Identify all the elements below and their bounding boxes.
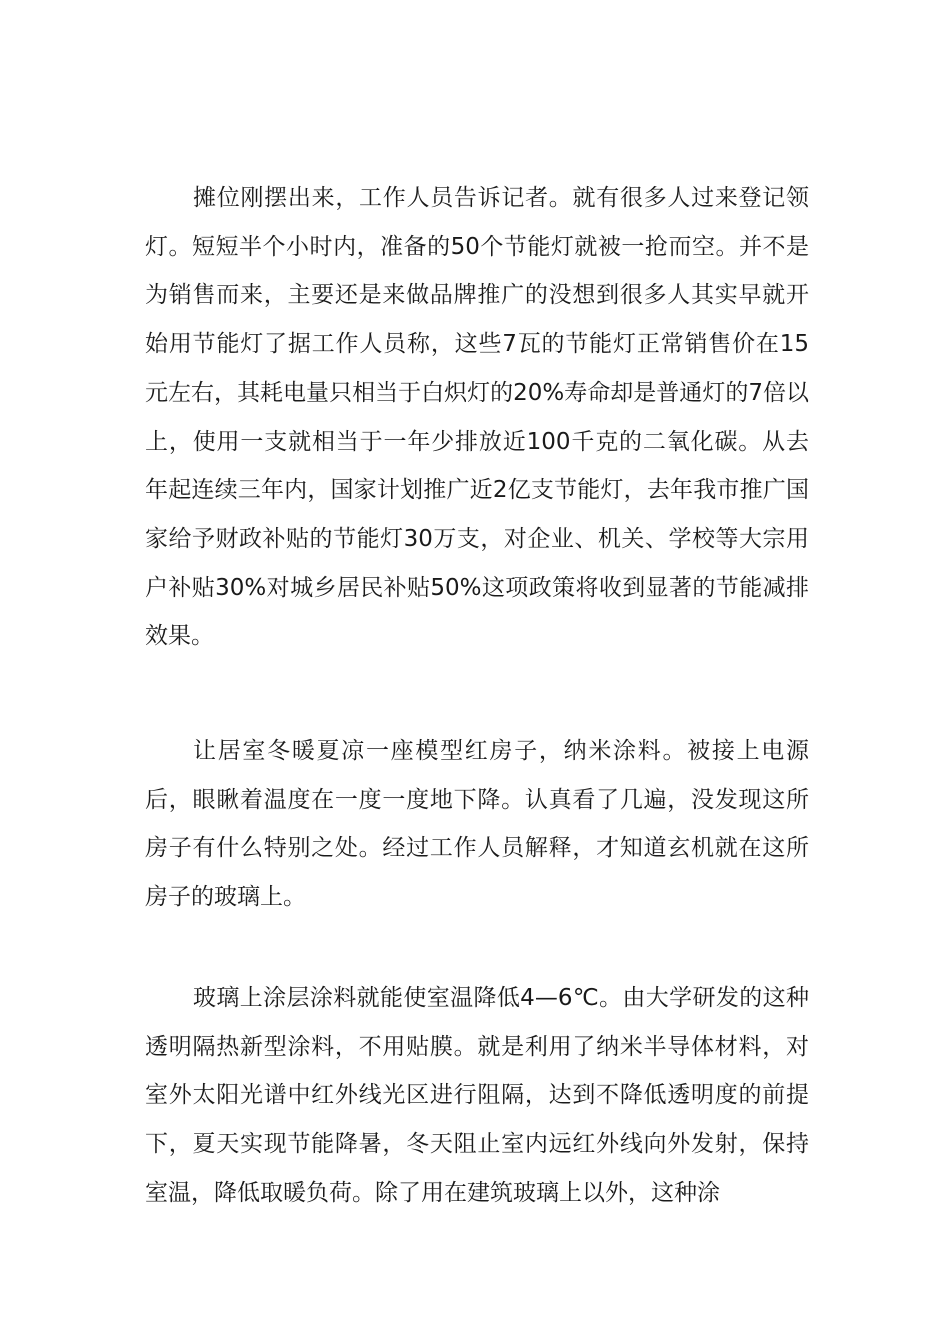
paragraph-model-red-house — [145, 727, 809, 922]
paragraph-nano-coating — [145, 974, 809, 1218]
paragraph-text: 摊位刚摆出来，工作人员告诉记者。就有很多人过来登记领灯。短短半个小时内，准备的50个节能灯就被一抢而空。并不是为销售而来，主要还是来做品牌推广的没想到很多人其实早就开始用节能灯了据工作人员称，这些7瓦的节能灯正常销售价在15元左右，其耗电量只相当于白炽灯的20%寿命却是普通灯的7倍以上，使用一支就相当于一年少排放近100千克的二氧化碳。从去年起连续三年内，国家计划推广近2亿支节能灯，去年我市推广国家给予财政补贴的节能灯30万支，对企业、机关、学校等大宗用户补贴30%对城乡居民补贴50%这项政策将收到显著的节能减排效果。 — [145, 185, 809, 650]
paragraph-energy-saving-lamps — [145, 174, 809, 661]
paragraph-text: 玻璃上涂层涂料就能使室温降低4—6℃。由大学研发的这种透明隔热新型涂料，不用贴膜。就是利用了纳米半导体材料，对室外太阳光谱中红外线光区进行阻隔，达到不降低透明度的前提下，夏天实现节能降暑，冬天阻止室内远红外线向外发射，保持室温，降低取暖负荷。除了用在建筑玻璃上以外，这种涂 — [145, 985, 809, 1206]
paragraph-text: 让居室冬暖夏凉一座模型红房子，纳米涂料。被接上电源后，眼瞅着温度在一度一度地下降。认真看了几遍，没发现这所房子有什么特别之处。经过工作人员解释，才知道玄机就在这所房子的玻璃上。 — [145, 738, 809, 911]
